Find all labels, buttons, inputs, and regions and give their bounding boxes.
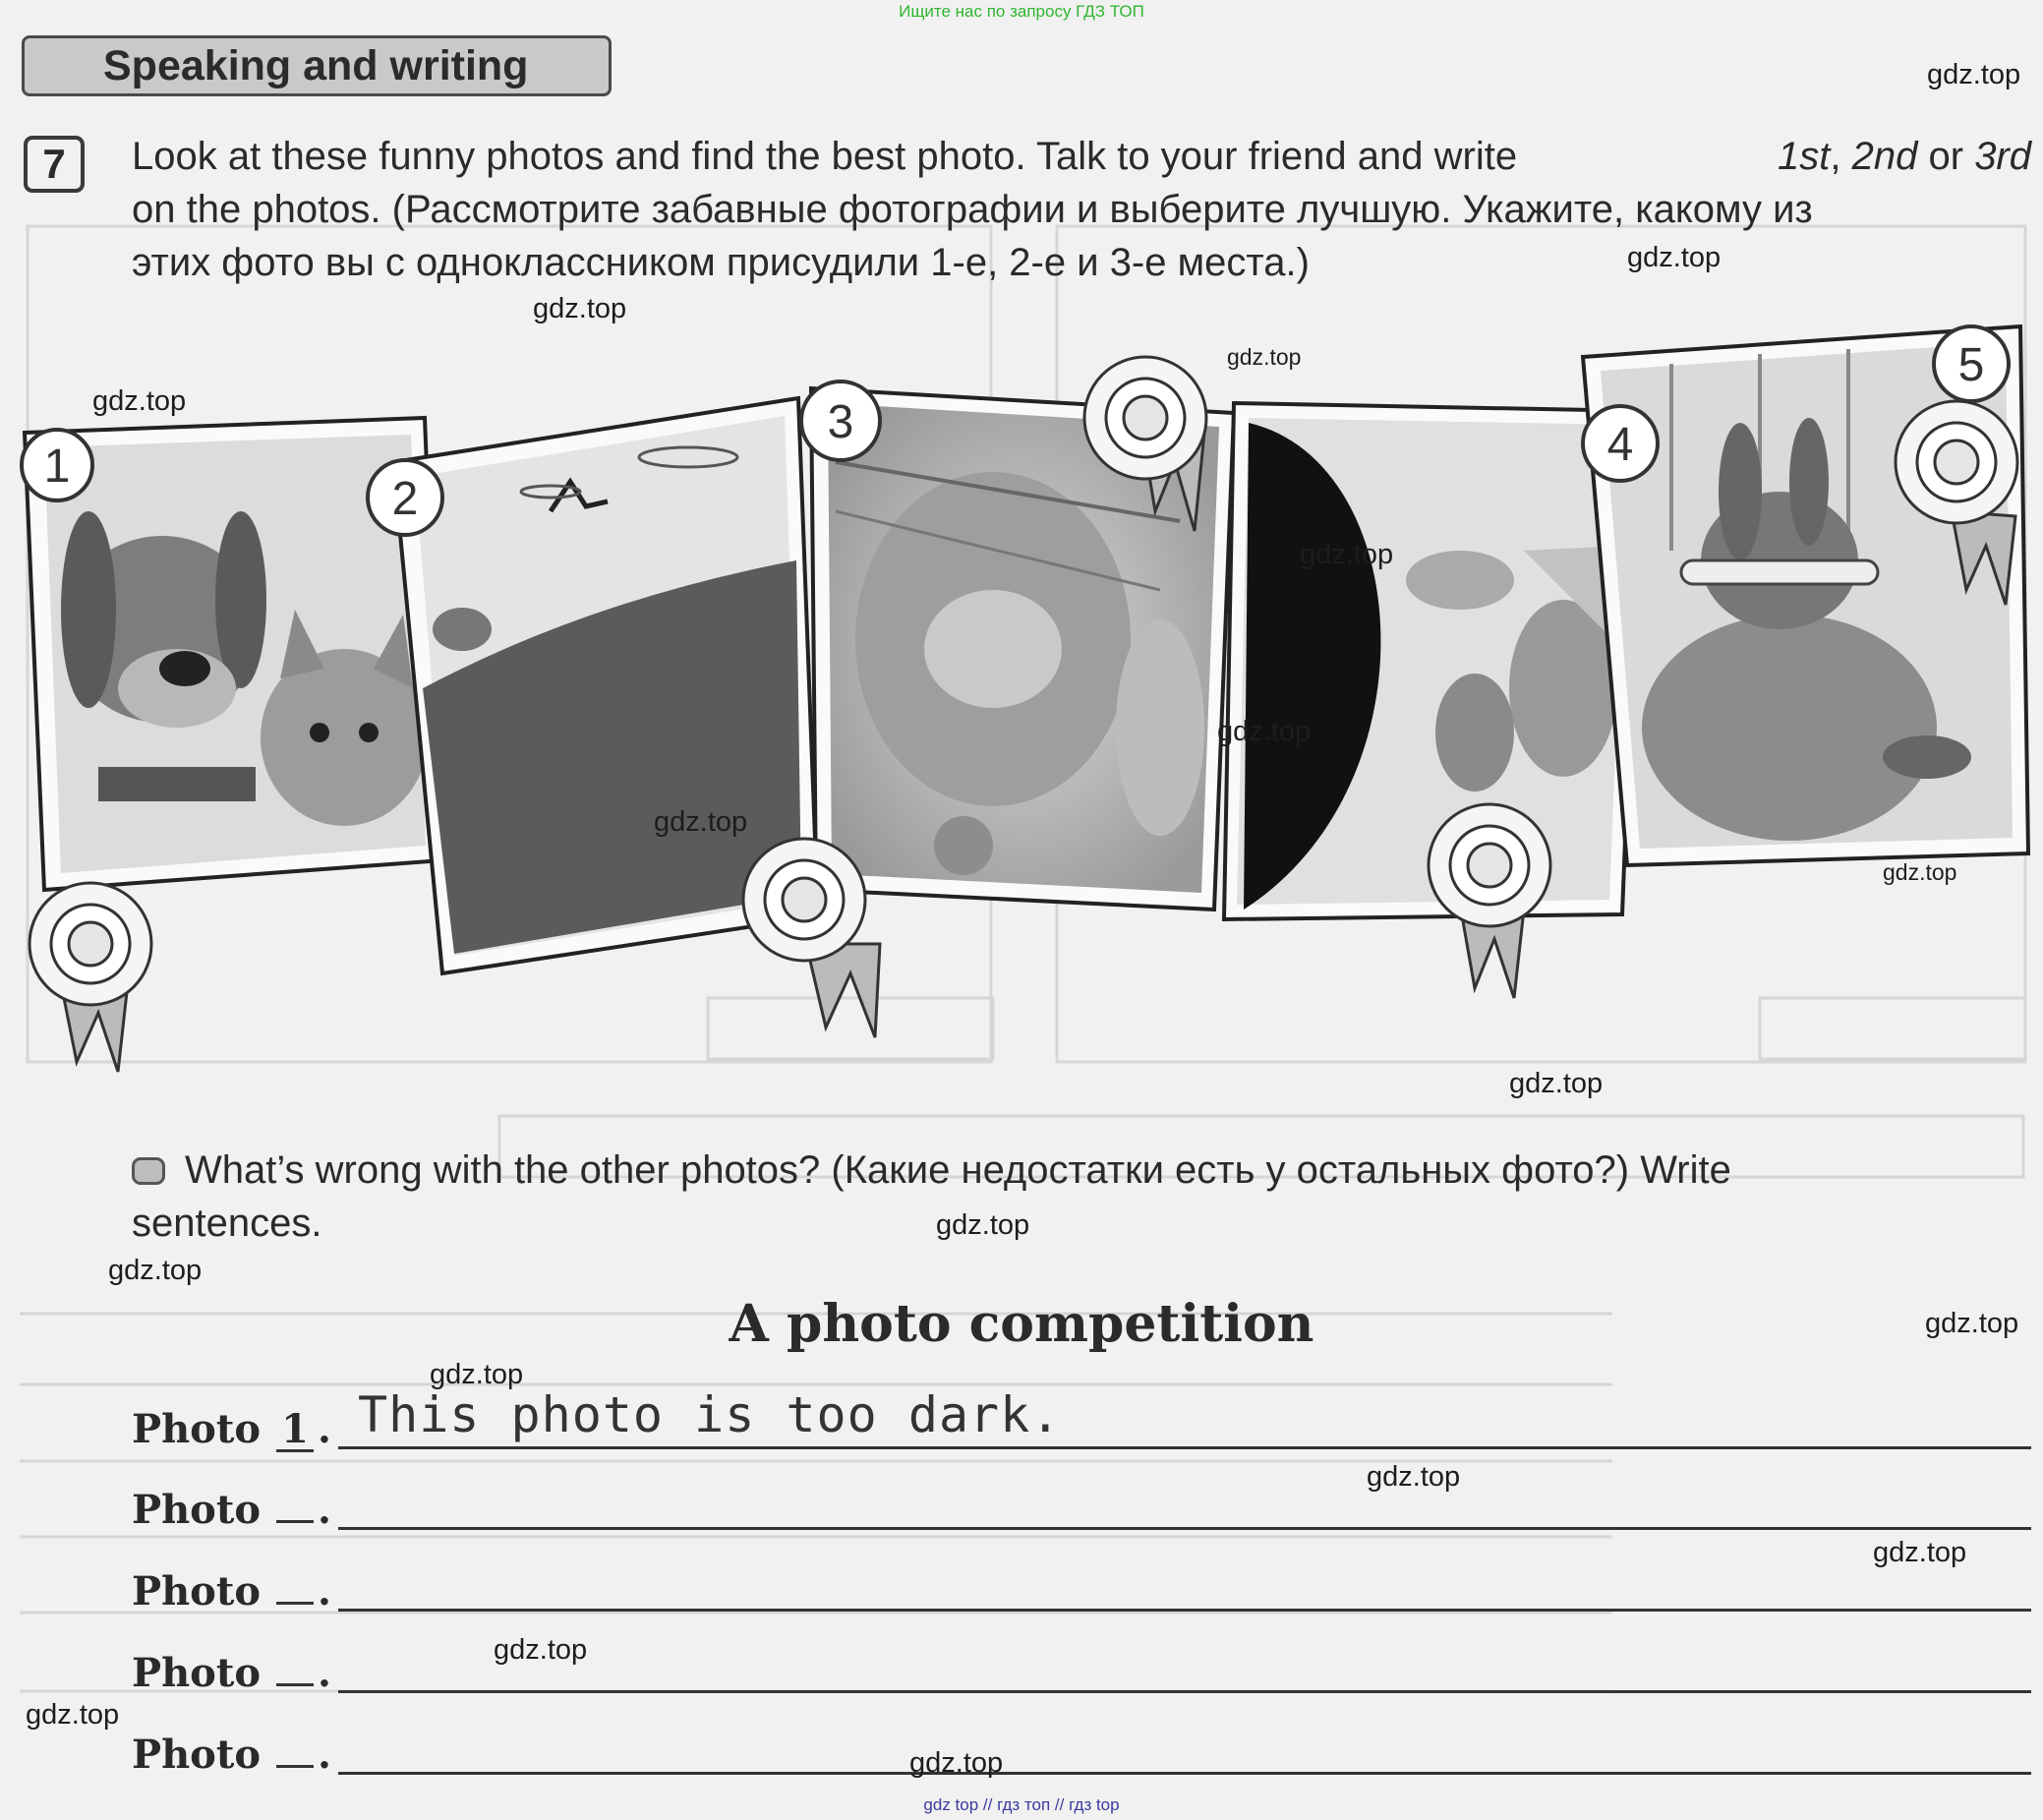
watermark: gdz.top <box>1883 859 1957 885</box>
watermark: gdz.top <box>654 806 748 838</box>
watermark: gdz.top <box>494 1634 588 1666</box>
photo-label: Photo <box>132 1487 261 1533</box>
instruction-line-1 <box>132 130 2031 183</box>
answer-row-2 <box>132 1475 2031 1534</box>
separator: , <box>1830 135 1852 178</box>
answer-line[interactable] <box>338 1772 2031 1775</box>
answer-line[interactable] <box>338 1527 2031 1530</box>
rosette-1 <box>29 883 151 1072</box>
watermark: gdz.top <box>909 1747 1004 1779</box>
photo-label: Photo <box>132 1406 261 1452</box>
watermark: gdz.top <box>1227 344 1302 370</box>
handwritten-answer: This photo is too dark. <box>358 1386 1062 1443</box>
answer-row-1 <box>132 1386 2031 1453</box>
answer-row-4 <box>132 1638 2031 1697</box>
question-text <box>132 1144 1731 1197</box>
dot: . <box>318 1568 331 1615</box>
answer-line[interactable] <box>338 1609 2031 1612</box>
badge-2: 2 <box>391 473 419 525</box>
dot: . <box>318 1487 331 1533</box>
section-heading: Speaking and writing <box>22 35 612 96</box>
photo-collage <box>0 315 2043 1091</box>
watermark: gdz.top <box>533 293 627 324</box>
dot: . <box>318 1650 331 1696</box>
dot: . <box>318 1406 331 1452</box>
badge-5: 5 <box>1957 339 1985 391</box>
answer-line[interactable] <box>338 1446 2031 1449</box>
answer-label <box>132 1732 331 1779</box>
watermark: gdz.top <box>1300 539 1394 570</box>
exercise-number: 7 <box>24 136 85 193</box>
watermark: gdz.top <box>1509 1068 1604 1099</box>
answer-label <box>132 1568 331 1615</box>
badge-3: 3 <box>827 396 854 448</box>
checkbox-bullet-icon <box>132 1157 165 1185</box>
photo-number-blank[interactable]: 1 <box>276 1410 314 1452</box>
badge-4: 4 <box>1606 419 1634 471</box>
photo-label: Photo <box>132 1732 261 1778</box>
photo-number-blank[interactable] <box>276 1520 314 1523</box>
separator-or: or <box>1917 135 1975 178</box>
watermark: gdz.top <box>92 385 187 417</box>
watermark: gdz.top <box>1367 1461 1461 1493</box>
answer-label <box>132 1650 331 1697</box>
dot: . <box>318 1732 331 1778</box>
watermark: gdz.top <box>1925 1308 2019 1339</box>
watermark: gdz.top <box>1627 242 1722 273</box>
photo-label: Photo <box>132 1568 261 1615</box>
competition-title: A photo competition <box>729 1294 1314 1354</box>
answer-row-5 <box>132 1720 2031 1779</box>
instruction-text: Look at these funny photos and find the best photo. Talk to your friend and write <box>132 135 1518 178</box>
watermark: gdz.top <box>1217 716 1312 747</box>
photo-number-blank[interactable] <box>276 1602 314 1605</box>
watermark: gdz.top <box>1873 1537 1967 1568</box>
place-third: 3rd <box>1974 135 2031 178</box>
instruction-line-3: этих фото вы с одноклассником присудили 1-е, 2-е и 3-е места.) <box>132 241 1310 284</box>
watermark: gdz.top <box>430 1359 524 1390</box>
watermark: gdz.top <box>936 1209 1030 1241</box>
photo-number-blank[interactable] <box>276 1683 314 1686</box>
watermark: gdz.top <box>108 1255 203 1286</box>
place-second: 2nd <box>1851 135 1918 178</box>
answer-row-3 <box>132 1556 2031 1615</box>
place-terms <box>1778 130 2031 183</box>
question-line-1 <box>132 1144 2031 1197</box>
watermark: gdz.top <box>26 1699 120 1731</box>
place-first: 1st <box>1778 135 1831 178</box>
exercise-instructions <box>132 130 2031 289</box>
search-hint-banner: Ищите нас по запросу ГДЗ ТОП <box>899 2 1144 21</box>
rosette-4 <box>1429 804 1550 998</box>
photo-number-blank[interactable] <box>276 1765 314 1768</box>
badge-1: 1 <box>43 440 71 493</box>
question-line-1-text: What’s wrong with the other photos? (Какие недостатки есть у остальных фото?) Write <box>185 1148 1731 1192</box>
watermark: gdz.top <box>1927 59 2021 90</box>
instruction-line-2: on the photos. (Рассмотрите забавные фотографии и выберите лучшую. Укажите, какому из <box>132 188 1813 231</box>
photo-label: Photo <box>132 1650 261 1696</box>
footer-banner: gdz top // гдз топ // гдз top <box>923 1795 1120 1814</box>
follow-up-question <box>132 1144 2031 1250</box>
answer-label <box>132 1487 331 1534</box>
answer-label <box>132 1406 331 1453</box>
answer-line[interactable] <box>338 1690 2031 1693</box>
question-line-2: sentences. <box>132 1202 322 1245</box>
